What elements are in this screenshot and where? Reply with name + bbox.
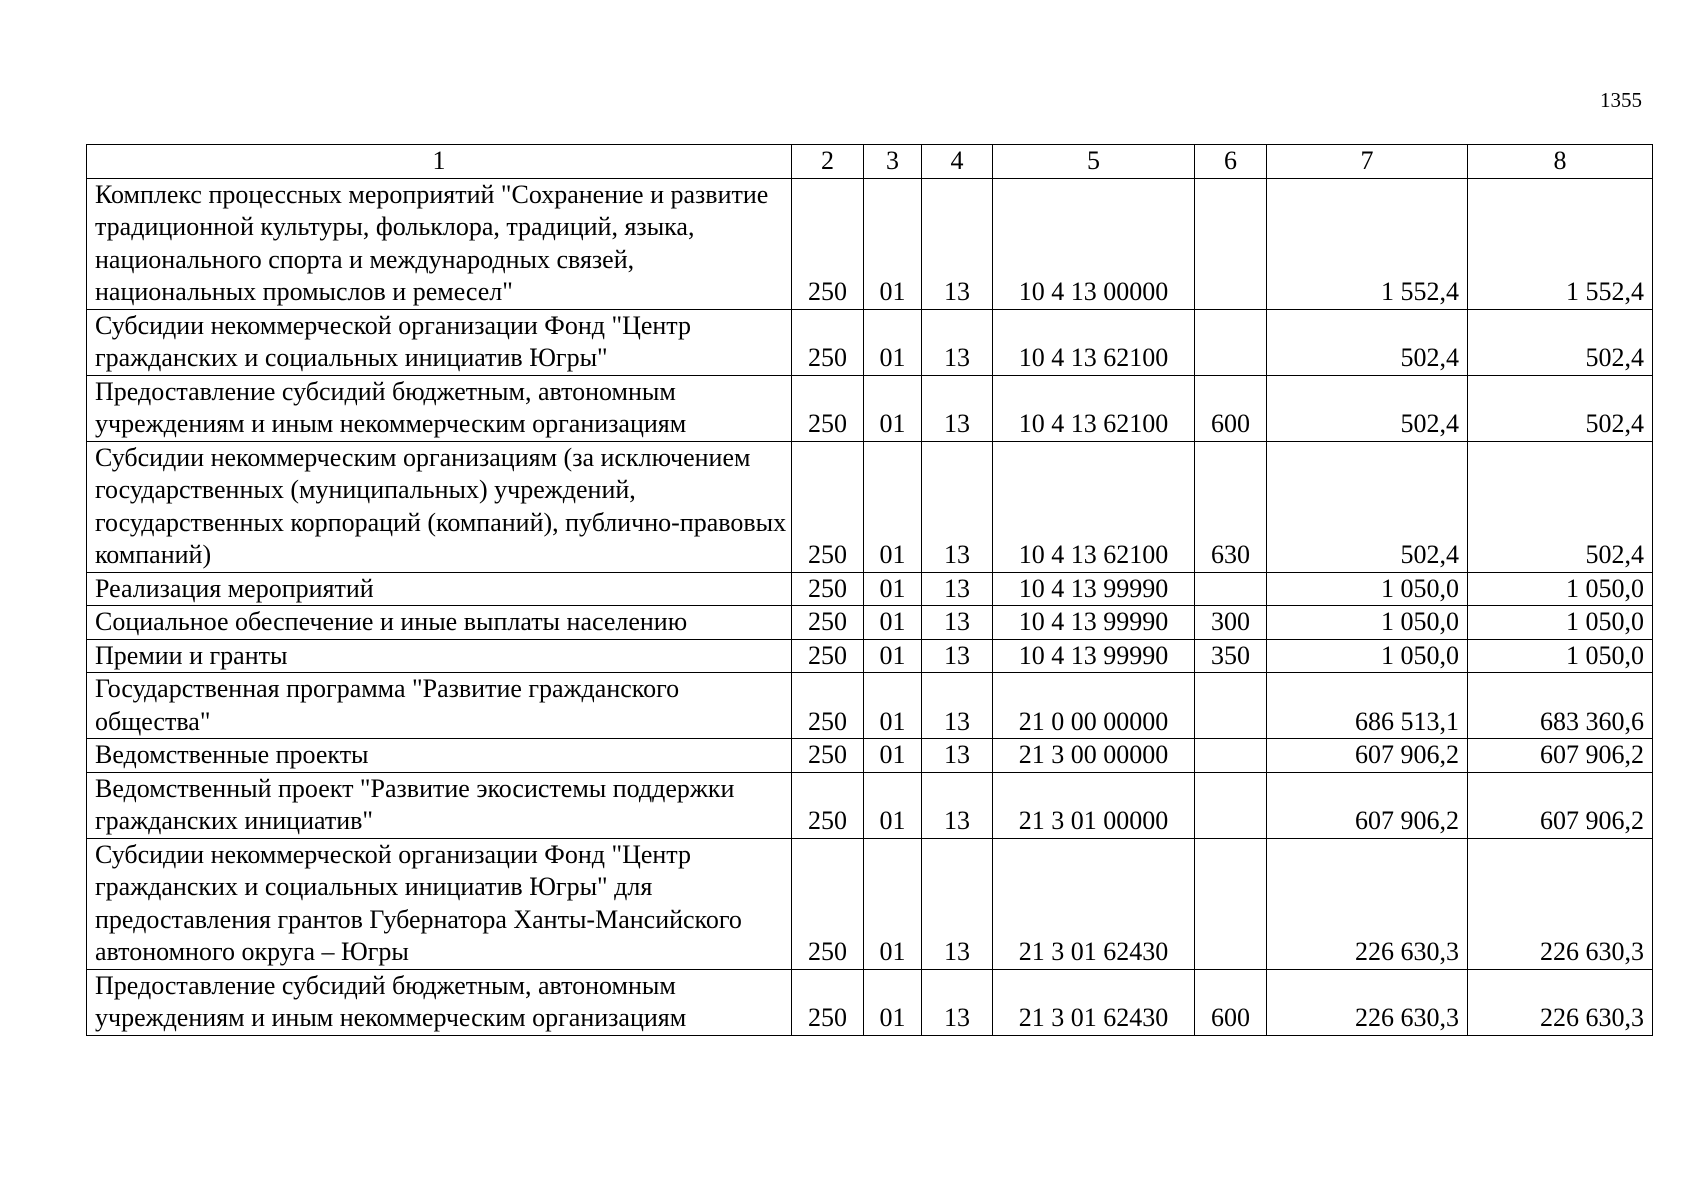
page-number: 1355 bbox=[1600, 88, 1642, 112]
header-cell: 8 bbox=[1468, 145, 1653, 179]
amount-col7-cell: 1 552,4 bbox=[1267, 178, 1468, 309]
subsection-cell: 13 bbox=[922, 375, 993, 441]
expense-type-cell: 350 bbox=[1195, 639, 1267, 673]
amount-col8-cell: 1 050,0 bbox=[1468, 639, 1653, 673]
amount-col7-cell: 502,4 bbox=[1267, 309, 1468, 375]
item-name-cell: Государственная программа "Развитие гражданского общества" bbox=[87, 673, 792, 739]
amount-col8-cell: 226 630,3 bbox=[1468, 969, 1653, 1035]
header-cell: 4 bbox=[922, 145, 993, 179]
subsection-cell: 13 bbox=[922, 673, 993, 739]
amount-col7-cell: 1 050,0 bbox=[1267, 572, 1468, 606]
header-cell: 2 bbox=[792, 145, 864, 179]
item-name-cell: Премии и гранты bbox=[87, 639, 792, 673]
target-item-cell: 10 4 13 62100 bbox=[993, 375, 1195, 441]
section-cell: 01 bbox=[864, 178, 922, 309]
section-cell: 01 bbox=[864, 375, 922, 441]
table-row bbox=[87, 441, 1653, 572]
ministry-code-cell: 250 bbox=[792, 572, 864, 606]
section-cell: 01 bbox=[864, 606, 922, 640]
amount-col7-cell: 226 630,3 bbox=[1267, 969, 1468, 1035]
expense-type-cell bbox=[1195, 178, 1267, 309]
amount-col7-cell: 1 050,0 bbox=[1267, 639, 1468, 673]
expense-type-cell bbox=[1195, 309, 1267, 375]
section-cell: 01 bbox=[864, 838, 922, 969]
target-item-cell: 10 4 13 62100 bbox=[993, 441, 1195, 572]
ministry-code-cell: 250 bbox=[792, 673, 864, 739]
subsection-cell: 13 bbox=[922, 838, 993, 969]
expense-type-cell: 600 bbox=[1195, 375, 1267, 441]
target-item-cell: 21 3 01 62430 bbox=[993, 969, 1195, 1035]
item-name-cell: Субсидии некоммерческой организации Фонд "Центр гражданских и социальных инициатив Югры" для предоставления грантов Губернатора Ханты-Мансийского автономного округа – Югры bbox=[87, 838, 792, 969]
ministry-code-cell: 250 bbox=[792, 969, 864, 1035]
amount-col8-cell: 1 050,0 bbox=[1468, 572, 1653, 606]
item-name-cell: Предоставление субсидий бюджетным, автономным учреждениям и иным некоммерческим организациям bbox=[87, 375, 792, 441]
section-cell: 01 bbox=[864, 969, 922, 1035]
table-row bbox=[87, 178, 1653, 309]
table-row bbox=[87, 572, 1653, 606]
ministry-code-cell: 250 bbox=[792, 606, 864, 640]
target-item-cell: 10 4 13 99990 bbox=[993, 606, 1195, 640]
section-cell: 01 bbox=[864, 441, 922, 572]
amount-col8-cell: 607 906,2 bbox=[1468, 772, 1653, 838]
expense-type-cell: 600 bbox=[1195, 969, 1267, 1035]
subsection-cell: 13 bbox=[922, 639, 993, 673]
header-cell: 5 bbox=[993, 145, 1195, 179]
target-item-cell: 10 4 13 00000 bbox=[993, 178, 1195, 309]
target-item-cell: 21 0 00 00000 bbox=[993, 673, 1195, 739]
header-row bbox=[87, 145, 1653, 179]
section-cell: 01 bbox=[864, 673, 922, 739]
subsection-cell: 13 bbox=[922, 309, 993, 375]
section-cell: 01 bbox=[864, 739, 922, 773]
ministry-code-cell: 250 bbox=[792, 309, 864, 375]
item-name-cell: Ведомственный проект "Развитие экосистемы поддержки гражданских инициатив" bbox=[87, 772, 792, 838]
subsection-cell: 13 bbox=[922, 969, 993, 1035]
ministry-code-cell: 250 bbox=[792, 772, 864, 838]
subsection-cell: 13 bbox=[922, 441, 993, 572]
ministry-code-cell: 250 bbox=[792, 639, 864, 673]
expense-type-cell: 300 bbox=[1195, 606, 1267, 640]
amount-col7-cell: 226 630,3 bbox=[1267, 838, 1468, 969]
header-cell: 6 bbox=[1195, 145, 1267, 179]
amount-col8-cell: 502,4 bbox=[1468, 375, 1653, 441]
subsection-cell: 13 bbox=[922, 178, 993, 309]
target-item-cell: 10 4 13 62100 bbox=[993, 309, 1195, 375]
section-cell: 01 bbox=[864, 572, 922, 606]
budget-table bbox=[86, 144, 1653, 1036]
table-row bbox=[87, 639, 1653, 673]
section-cell: 01 bbox=[864, 309, 922, 375]
table-row bbox=[87, 772, 1653, 838]
target-item-cell: 10 4 13 99990 bbox=[993, 639, 1195, 673]
header-cell: 3 bbox=[864, 145, 922, 179]
ministry-code-cell: 250 bbox=[792, 739, 864, 773]
amount-col7-cell: 1 050,0 bbox=[1267, 606, 1468, 640]
target-item-cell: 10 4 13 99990 bbox=[993, 572, 1195, 606]
ministry-code-cell: 250 bbox=[792, 375, 864, 441]
target-item-cell: 21 3 01 62430 bbox=[993, 838, 1195, 969]
table-row bbox=[87, 739, 1653, 773]
amount-col8-cell: 683 360,6 bbox=[1468, 673, 1653, 739]
table-row bbox=[87, 838, 1653, 969]
amount-col8-cell: 502,4 bbox=[1468, 441, 1653, 572]
target-item-cell: 21 3 00 00000 bbox=[993, 739, 1195, 773]
table-row bbox=[87, 606, 1653, 640]
expense-type-cell: 630 bbox=[1195, 441, 1267, 572]
amount-col7-cell: 502,4 bbox=[1267, 375, 1468, 441]
subsection-cell: 13 bbox=[922, 739, 993, 773]
expense-type-cell bbox=[1195, 838, 1267, 969]
amount-col8-cell: 1 050,0 bbox=[1468, 606, 1653, 640]
item-name-cell: Субсидии некоммерческой организации Фонд "Центр гражданских и социальных инициатив Югры" bbox=[87, 309, 792, 375]
amount-col7-cell: 607 906,2 bbox=[1267, 772, 1468, 838]
amount-col8-cell: 607 906,2 bbox=[1468, 739, 1653, 773]
section-cell: 01 bbox=[864, 772, 922, 838]
table-row bbox=[87, 375, 1653, 441]
subsection-cell: 13 bbox=[922, 572, 993, 606]
item-name-cell: Комплекс процессных мероприятий "Сохранение и развитие традиционной культуры, фольклора, традиций, языка, национального спорта и международных связей, национальных промыслов и ремесел" bbox=[87, 178, 792, 309]
item-name-cell: Субсидии некоммерческим организациям (за исключением государственных (муниципальных) учреждений, государственных корпораций (компаний), публично-правовых компаний) bbox=[87, 441, 792, 572]
table-row bbox=[87, 673, 1653, 739]
expense-type-cell bbox=[1195, 572, 1267, 606]
amount-col8-cell: 502,4 bbox=[1468, 309, 1653, 375]
item-name-cell: Реализация мероприятий bbox=[87, 572, 792, 606]
subsection-cell: 13 bbox=[922, 606, 993, 640]
table-row bbox=[87, 309, 1653, 375]
expense-type-cell bbox=[1195, 673, 1267, 739]
target-item-cell: 21 3 01 00000 bbox=[993, 772, 1195, 838]
subsection-cell: 13 bbox=[922, 772, 993, 838]
amount-col7-cell: 502,4 bbox=[1267, 441, 1468, 572]
ministry-code-cell: 250 bbox=[792, 838, 864, 969]
amount-col7-cell: 607 906,2 bbox=[1267, 739, 1468, 773]
amount-col8-cell: 1 552,4 bbox=[1468, 178, 1653, 309]
amount-col8-cell: 226 630,3 bbox=[1468, 838, 1653, 969]
section-cell: 01 bbox=[864, 639, 922, 673]
expense-type-cell bbox=[1195, 739, 1267, 773]
item-name-cell: Социальное обеспечение и иные выплаты населению bbox=[87, 606, 792, 640]
item-name-cell: Ведомственные проекты bbox=[87, 739, 792, 773]
header-cell: 7 bbox=[1267, 145, 1468, 179]
expense-type-cell bbox=[1195, 772, 1267, 838]
ministry-code-cell: 250 bbox=[792, 441, 864, 572]
header-cell: 1 bbox=[87, 145, 792, 179]
table-row bbox=[87, 969, 1653, 1035]
amount-col7-cell: 686 513,1 bbox=[1267, 673, 1468, 739]
ministry-code-cell: 250 bbox=[792, 178, 864, 309]
item-name-cell: Предоставление субсидий бюджетным, автономным учреждениям и иным некоммерческим организациям bbox=[87, 969, 792, 1035]
